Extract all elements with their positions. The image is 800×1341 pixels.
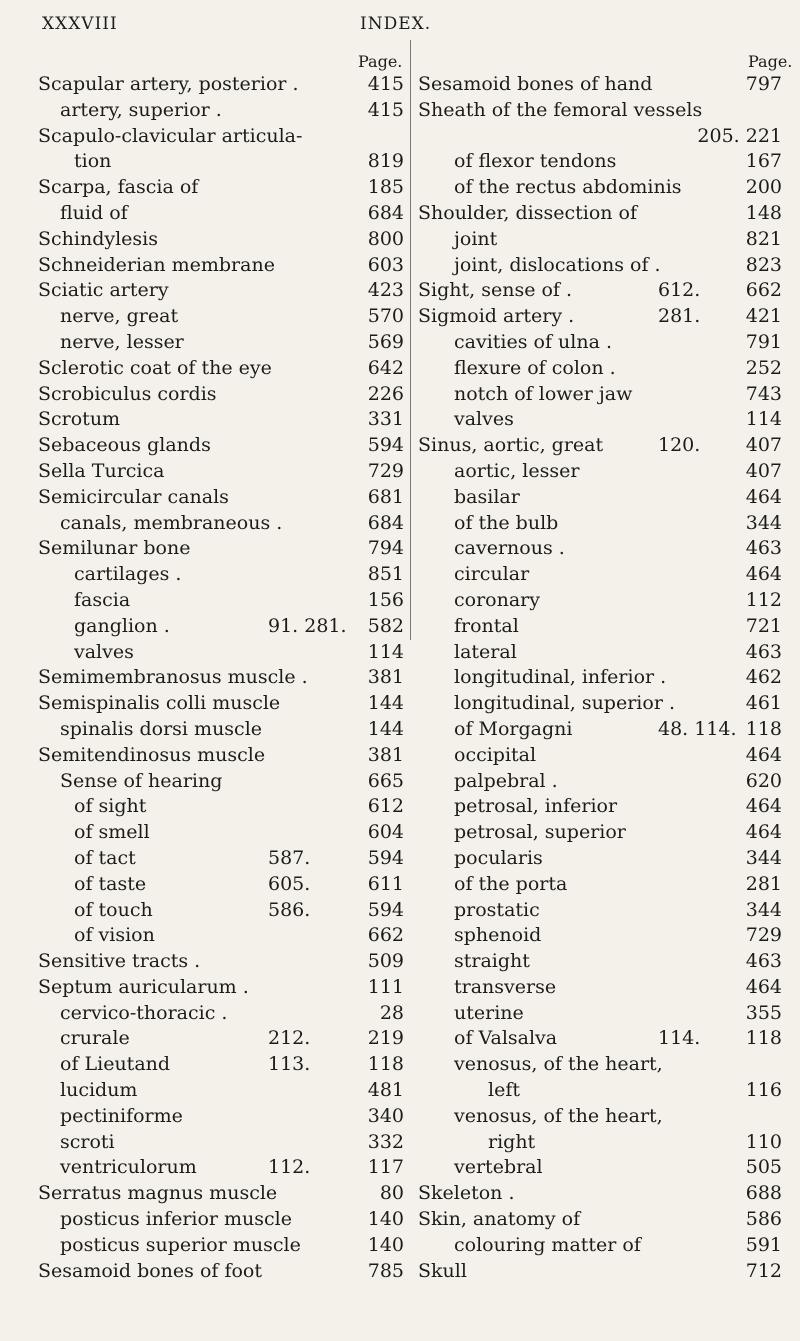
index-entry: [38, 330, 404, 356]
index-entry: [38, 124, 404, 150]
index-entry: [38, 253, 404, 279]
entry-term: petrosal, superior: [454, 821, 626, 844]
index-entry: [418, 72, 782, 98]
index-entry: [38, 1207, 404, 1233]
entry-term: frontal: [454, 614, 519, 637]
index-entry: [418, 1130, 782, 1156]
entry-term: cartilages .: [74, 563, 182, 586]
entry-term: posticus superior muscle: [60, 1233, 301, 1256]
entry-page: 591: [745, 1233, 782, 1256]
entry-extra-pages: 605.: [268, 872, 311, 895]
index-entry: [418, 743, 782, 769]
entry-term: Sella Turcica: [38, 459, 165, 482]
entry-page: 662: [367, 924, 404, 947]
entry-term: tion: [74, 150, 112, 173]
entry-page: 721: [745, 614, 782, 637]
entry-term: venosus, of the heart,: [454, 1053, 663, 1076]
entry-term: colouring matter of: [454, 1233, 641, 1256]
entry-extra-pages: 48. 114.: [658, 717, 737, 740]
entry-page: 851: [367, 563, 404, 586]
entry-page: 148: [745, 201, 782, 224]
entry-page: 140: [367, 1233, 404, 1256]
entry-term: Sight, sense of .: [418, 279, 573, 302]
entry-page: 110: [745, 1130, 782, 1153]
entry-term: of taste: [74, 872, 147, 895]
entry-extra-pages: 587.: [268, 846, 311, 869]
index-entry: [38, 949, 404, 975]
entry-term: vertebral: [454, 1156, 543, 1179]
entry-term: Scapulo-clavicular articula-: [38, 124, 303, 147]
index-entry: [418, 872, 782, 898]
index-entry: [38, 149, 404, 175]
index-entry: [38, 665, 404, 691]
entry-term: coronary: [454, 588, 540, 611]
entry-page: 200: [745, 176, 782, 199]
entry-term: Semicircular canals: [38, 485, 229, 508]
entry-page: 688: [745, 1182, 782, 1205]
index-entry: [38, 588, 404, 614]
index-entry: [38, 356, 404, 382]
entry-extra-pages: 113.: [268, 1053, 311, 1076]
entry-extra-pages: 612.: [658, 279, 701, 302]
entry-term: longitudinal, inferior .: [454, 666, 667, 689]
index-entry: [38, 304, 404, 330]
entry-term: Sclerotic coat of the eye: [38, 356, 272, 379]
entry-page: 586: [745, 1208, 782, 1231]
index-entry: [38, 227, 404, 253]
entry-page: 684: [367, 511, 404, 534]
index-entry: [38, 511, 404, 537]
entry-term: Sheath of the femoral vessels: [418, 98, 703, 121]
index-entry: [38, 1104, 404, 1130]
index-entry: [418, 124, 782, 150]
entry-term: Shoulder, dissection of: [418, 201, 638, 224]
entry-page: 156: [367, 588, 404, 611]
index-entry: [418, 1078, 782, 1104]
index-entry: [38, 691, 404, 717]
index-entry: [418, 769, 782, 795]
index-entry: [418, 898, 782, 924]
entry-term: petrosal, inferior: [454, 795, 618, 818]
index-entry: [418, 1104, 782, 1130]
entry-page: 114: [367, 640, 404, 663]
entry-page: 611: [367, 872, 404, 895]
index-entry: [418, 794, 782, 820]
index-entry: [38, 872, 404, 898]
index-entry: [418, 407, 782, 433]
entry-term: left: [488, 1079, 520, 1102]
entry-term: Skin, anatomy of: [418, 1208, 581, 1231]
index-entry: [38, 175, 404, 201]
index-entry: [38, 459, 404, 485]
entry-page: 712: [745, 1259, 782, 1282]
entry-term: valves: [454, 408, 514, 431]
index-entry: [418, 1052, 782, 1078]
entry-page: 681: [367, 485, 404, 508]
entry-page: 797: [745, 73, 782, 95]
index-entry: [38, 98, 404, 124]
entry-term: of tact: [74, 846, 136, 869]
entry-page: 464: [745, 485, 782, 508]
index-entry: [418, 1155, 782, 1181]
entry-page: 791: [745, 330, 782, 353]
entry-term: venosus, of the heart,: [454, 1104, 663, 1127]
entry-page: 144: [367, 717, 404, 740]
entry-term: lucidum: [60, 1079, 138, 1102]
index-entry: [38, 923, 404, 949]
entry-page: 331: [367, 408, 404, 431]
entry-page: 381: [367, 743, 404, 766]
entry-term: Sesamoid bones of hand: [418, 73, 653, 95]
entry-page: 569: [367, 330, 404, 353]
entry-extra-pages: 212.: [268, 1027, 311, 1050]
index-entry: [38, 1001, 404, 1027]
index-entry: [418, 253, 782, 279]
entry-term: Septum auricularum .: [38, 975, 249, 998]
entry-term: cavernous .: [454, 537, 565, 560]
index-entry: [418, 588, 782, 614]
index-entry: [418, 227, 782, 253]
page-title: INDEX.: [360, 14, 432, 34]
entry-term: longitudinal, superior .: [454, 692, 675, 715]
index-entry: [38, 794, 404, 820]
entry-page: 423: [367, 279, 404, 302]
entry-term: Schneiderian membrane: [38, 253, 275, 276]
index-entry: [38, 1026, 404, 1052]
index-entry: [418, 278, 782, 304]
entry-page: 594: [367, 898, 404, 921]
entry-term: fascia: [74, 588, 131, 611]
entry-page: 785: [367, 1259, 404, 1282]
entry-page: 729: [745, 924, 782, 947]
entry-term: Semispinalis colli muscle: [38, 692, 281, 715]
index-entry: [418, 614, 782, 640]
entry-page: 112: [745, 588, 782, 611]
index-entry: [418, 846, 782, 872]
entry-term: joint, dislocations of .: [454, 253, 661, 276]
entry-page: 252: [745, 356, 782, 379]
entry-page: 415: [367, 73, 404, 95]
entry-page: 464: [745, 975, 782, 998]
entry-extra-pages: 586.: [268, 898, 311, 921]
entry-term: nerve, great: [60, 305, 179, 328]
index-entry: [418, 1233, 782, 1259]
entry-term: of smell: [74, 821, 150, 844]
entry-term: artery, superior .: [60, 98, 222, 121]
entry-term: Schindylesis: [38, 227, 159, 250]
entry-term: prostatic: [454, 898, 540, 921]
index-entry: [38, 433, 404, 459]
entry-page: 665: [367, 769, 404, 792]
index-entry: [38, 72, 404, 98]
entry-page: 819: [367, 150, 404, 173]
index-entry: [418, 1001, 782, 1027]
left-index-column: [38, 72, 404, 1284]
page-numeral: XXXVIII: [42, 14, 118, 34]
index-entry: [418, 923, 782, 949]
entry-term: Sebaceous glands: [38, 434, 211, 457]
entry-page: 114: [745, 408, 782, 431]
entry-term: Sciatic artery: [38, 279, 169, 302]
entry-page: 620: [745, 769, 782, 792]
entry-term: spinalis dorsi muscle: [60, 717, 263, 740]
index-entry: [418, 304, 782, 330]
entry-term: occipital: [454, 743, 537, 766]
index-entry: [418, 1181, 782, 1207]
entry-term: Semitendinosus muscle: [38, 743, 266, 766]
entry-term: straight: [454, 950, 530, 973]
entry-term: Scrobiculus cordis: [38, 382, 217, 405]
entry-extra-pages: 114.: [658, 1027, 701, 1050]
index-entry: [418, 382, 782, 408]
entry-page: 800: [367, 227, 404, 250]
entry-page: 116: [745, 1079, 782, 1102]
entry-page: 219: [367, 1027, 404, 1050]
entry-page: 604: [367, 821, 404, 844]
entry-page: 481: [367, 1079, 404, 1102]
index-entry: [38, 1052, 404, 1078]
index-entry: [418, 201, 782, 227]
entry-term: fluid of: [60, 201, 128, 224]
entry-page: 594: [367, 434, 404, 457]
entry-term: circular: [454, 563, 530, 586]
entry-term: Semilunar bone: [38, 537, 191, 560]
entry-term: of Lieutand: [60, 1053, 171, 1076]
index-entry: [418, 511, 782, 537]
entry-term: basilar: [454, 485, 520, 508]
entry-page: 463: [745, 950, 782, 973]
entry-term: Sigmoid artery .: [418, 305, 575, 328]
index-entry: [418, 98, 782, 124]
index-entry: [38, 769, 404, 795]
index-entry: [418, 949, 782, 975]
entry-page: 140: [367, 1208, 404, 1231]
entry-term: sphenoid: [454, 924, 542, 947]
entry-page: 205. 221: [697, 124, 782, 147]
entry-term: cavities of ulna .: [454, 330, 612, 353]
entry-term: Sesamoid bones of foot: [38, 1259, 263, 1282]
entry-page: 381: [367, 666, 404, 689]
entry-term: Scarpa, fascia of: [38, 176, 199, 199]
index-entry: [38, 1130, 404, 1156]
entry-page: 743: [745, 382, 782, 405]
entry-page: 464: [745, 821, 782, 844]
index-entry: [38, 820, 404, 846]
entry-page: 823: [745, 253, 782, 276]
entry-page: 463: [745, 640, 782, 663]
index-entry: [38, 640, 404, 666]
index-entry: [418, 1259, 782, 1285]
entry-term: of the bulb: [454, 511, 559, 534]
entry-term: Serratus magnus muscle: [38, 1182, 278, 1205]
entry-page: 461: [745, 692, 782, 715]
index-entry: [418, 356, 782, 382]
entry-term: nerve, lesser: [60, 330, 184, 353]
entry-term: of sight: [74, 795, 147, 818]
entry-page: 80: [379, 1182, 404, 1205]
entry-term: Sinus, aortic, great: [418, 434, 604, 457]
index-entry: [38, 485, 404, 511]
index-entry: [38, 975, 404, 1001]
entry-term: right: [488, 1130, 536, 1153]
entry-page: 603: [367, 253, 404, 276]
entry-extra-pages: 112.: [268, 1156, 311, 1179]
entry-term: of Morgagni: [454, 717, 573, 740]
entry-page: 144: [367, 692, 404, 715]
index-entry: [418, 433, 782, 459]
index-entry: [38, 278, 404, 304]
entry-term: valves: [74, 640, 134, 663]
entry-page: 794: [367, 537, 404, 560]
entry-page: 684: [367, 201, 404, 224]
index-entry: [418, 485, 782, 511]
entry-page: 729: [367, 459, 404, 482]
entry-term: of vision: [74, 924, 155, 947]
index-entry: [418, 691, 782, 717]
entry-page: 407: [745, 434, 782, 457]
index-entry: [418, 149, 782, 175]
entry-page: 415: [367, 98, 404, 121]
entry-page: 642: [367, 356, 404, 379]
index-entry: [418, 1026, 782, 1052]
entry-term: ventriculorum: [60, 1156, 197, 1179]
entry-term: cervico-thoracic .: [60, 1001, 228, 1024]
entry-term: posticus inferior muscle: [60, 1208, 293, 1231]
entry-page: 344: [745, 511, 782, 534]
index-entry: [418, 820, 782, 846]
entry-page: 28: [379, 1001, 404, 1024]
entry-page: 509: [367, 950, 404, 973]
index-entry: [418, 1207, 782, 1233]
entry-page: 582: [367, 614, 404, 637]
entry-page: 344: [745, 846, 782, 869]
entry-page: 226: [367, 382, 404, 405]
index-entry: [38, 382, 404, 408]
entry-term: of the rectus abdominis: [454, 176, 682, 199]
entry-page: 505: [745, 1156, 782, 1179]
entry-page: 111: [367, 975, 404, 998]
entry-term: Skull: [418, 1259, 467, 1282]
entry-page: 167: [745, 150, 782, 173]
index-entry: [38, 1078, 404, 1104]
entry-page: 355: [745, 1001, 782, 1024]
entry-extra-pages: 91. 281.: [268, 614, 347, 637]
entry-page: 118: [367, 1053, 404, 1076]
entry-page: 407: [745, 459, 782, 482]
right-column-heading: Page.: [748, 52, 793, 71]
entry-page: 117: [367, 1156, 404, 1179]
entry-page: 463: [745, 537, 782, 560]
entry-term: Scrotum: [38, 408, 121, 431]
entry-page: 594: [367, 846, 404, 869]
index-entry: [418, 175, 782, 201]
entry-term: aortic, lesser: [454, 459, 580, 482]
entry-term: of flexor tendons: [454, 150, 617, 173]
index-entry: [38, 717, 404, 743]
entry-extra-pages: 281.: [658, 305, 701, 328]
entry-term: ganglion .: [74, 614, 170, 637]
entry-page: 462: [745, 666, 782, 689]
entry-term: Scapular artery, posterior .: [38, 73, 299, 95]
index-entry: [38, 1233, 404, 1259]
index-entry: [418, 562, 782, 588]
index-entry: [38, 1181, 404, 1207]
entry-term: Semimembranosus muscle .: [38, 666, 308, 689]
entry-page: 464: [745, 563, 782, 586]
entry-term: scroti: [60, 1130, 115, 1153]
index-entry: [38, 201, 404, 227]
index-entry: [38, 407, 404, 433]
index-entry: [38, 846, 404, 872]
entry-term: palpebral .: [454, 769, 558, 792]
index-entry: [418, 536, 782, 562]
entry-term: pocularis: [454, 846, 543, 869]
entry-page: 118: [745, 1027, 782, 1050]
index-entry: [38, 614, 404, 640]
entry-term: crurale: [60, 1027, 130, 1050]
entry-term: pectiniforme: [60, 1104, 183, 1127]
entry-page: 281: [745, 872, 782, 895]
left-column-heading: Page.: [358, 52, 403, 71]
column-divider: [410, 40, 411, 640]
entry-page: 340: [367, 1104, 404, 1127]
entry-extra-pages: 120.: [658, 434, 701, 457]
entry-term: Skeleton .: [418, 1182, 515, 1205]
entry-term: of Valsalva: [454, 1027, 558, 1050]
index-entry: [38, 536, 404, 562]
entry-term: Sense of hearing: [60, 769, 223, 792]
index-entry: [38, 1259, 404, 1285]
entry-page: 344: [745, 898, 782, 921]
entry-term: canals, membraneous .: [60, 511, 283, 534]
entry-term: transverse: [454, 975, 557, 998]
entry-page: 662: [745, 279, 782, 302]
entry-page: 570: [367, 305, 404, 328]
entry-page: 185: [367, 176, 404, 199]
entry-page: 464: [745, 743, 782, 766]
index-entry: [38, 562, 404, 588]
index-entry: [38, 1155, 404, 1181]
entry-page: 464: [745, 795, 782, 818]
index-entry: [38, 898, 404, 924]
index-entry: [38, 743, 404, 769]
entry-term: of the porta: [454, 872, 568, 895]
entry-term: flexure of colon .: [454, 356, 616, 379]
entry-term: joint: [454, 227, 498, 250]
entry-page: 612: [367, 795, 404, 818]
entry-page: 821: [745, 227, 782, 250]
entry-term: of touch: [74, 898, 153, 921]
right-index-column: [418, 72, 782, 1284]
entry-page: 118: [745, 717, 782, 740]
index-entry: [418, 665, 782, 691]
entry-page: 332: [367, 1130, 404, 1153]
index-entry: [418, 975, 782, 1001]
entry-term: lateral: [454, 640, 517, 663]
entry-term: uterine: [454, 1001, 524, 1024]
entry-term: Sensitive tracts .: [38, 950, 201, 973]
index-entry: [418, 330, 782, 356]
entry-term: notch of lower jaw: [454, 382, 633, 405]
index-entry: [418, 459, 782, 485]
index-entry: [418, 640, 782, 666]
entry-page: 421: [745, 305, 782, 328]
index-entry: [418, 717, 782, 743]
